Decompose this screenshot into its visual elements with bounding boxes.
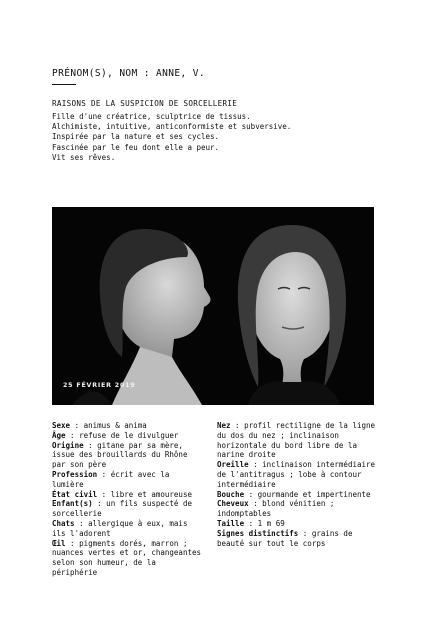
trait-item (217, 519, 377, 529)
traits-right-column (217, 421, 377, 548)
page-title: PRÉNOM(S), NOM : ANNE, V. (52, 68, 205, 79)
traits-left-column (52, 421, 204, 578)
trait-label: Origine (52, 440, 84, 450)
reason-line: Fascinée par le feu dont elle a peur. (52, 142, 220, 152)
trait-item (217, 490, 377, 500)
trait-item (52, 490, 204, 500)
trait-item (52, 519, 204, 539)
reason-line: Fille d'une créatrice, sculptrice de tissus. (52, 112, 251, 121)
portrait-illustration (52, 207, 374, 405)
reason-line: Alchimiste, intuitive, anticonformiste et subversive. (52, 122, 292, 132)
trait-item (217, 529, 377, 549)
trait-item (52, 431, 204, 441)
trait-value: : grains de beauté sur tout le corps (217, 528, 353, 548)
trait-label: Enfant(s) (52, 499, 93, 509)
portrait-photo (52, 207, 374, 405)
trait-value: : libre et amoureuse (97, 489, 192, 499)
trait-value: : profil rectiligne de la ligne du dos du nez ; inclinaison horizontale du bord libre de la narine droite (217, 421, 376, 460)
trait-item (52, 441, 204, 470)
trait-value: : refuse de le divulguer (65, 430, 179, 440)
trait-label: Profession (52, 469, 98, 479)
trait-label: Chats (52, 518, 75, 528)
trait-label: Taille (217, 518, 245, 528)
trait-label: Cheveux (217, 499, 249, 509)
trait-value: : pigments dorés, marron ; nuances vertes et or, changeantes selon son humeur, de la périphérie (52, 538, 202, 577)
trait-label: État civil (52, 489, 98, 499)
trait-value: : animus & anima (70, 421, 147, 430)
reason-line: Vit ses rêves. (52, 152, 116, 162)
trait-item (52, 539, 204, 578)
trait-item (52, 421, 204, 431)
reason-line: Inspirée par la nature et ses cycles. (52, 132, 220, 142)
trait-label: Âge (52, 430, 66, 440)
trait-value: : allergique à eux, mais ils l'adorent (52, 518, 188, 538)
title-underline (52, 84, 76, 85)
photo-date-stamp: 25 FÉVRIER 2019 (63, 382, 136, 389)
reasons-list (52, 112, 291, 163)
trait-item (217, 460, 377, 489)
trait-label: Oreille (217, 460, 249, 470)
trait-item (52, 470, 204, 490)
trait-value: : 1 m 69 (244, 518, 285, 528)
trait-item (217, 421, 377, 460)
trait-label: Sexe (52, 421, 71, 430)
reasons-heading: RAISONS DE LA SUSPICION DE SORCELLERIE (52, 99, 238, 108)
trait-item (217, 499, 377, 519)
trait-value: : gitane par sa mère, issue des brouillards du Rhône par son père (52, 440, 188, 470)
trait-item (52, 499, 204, 519)
trait-value: : un fils suspecté de sorcellerie (52, 499, 192, 519)
trait-value: : inclinaison intermédiaire de l'antitragus ; lobe à contour intermédiaire (217, 460, 376, 489)
trait-value: : gourmande et impertinente (244, 489, 371, 499)
trait-label: Bouche (217, 489, 245, 499)
trait-value: : blond vénitien ; indomptables (217, 499, 335, 519)
trait-label: Signes distinctifs (217, 528, 299, 538)
trait-label: Nez (217, 421, 231, 430)
trait-value: : écrit avec la lumière (52, 469, 170, 489)
trait-label: Œil (52, 538, 66, 548)
